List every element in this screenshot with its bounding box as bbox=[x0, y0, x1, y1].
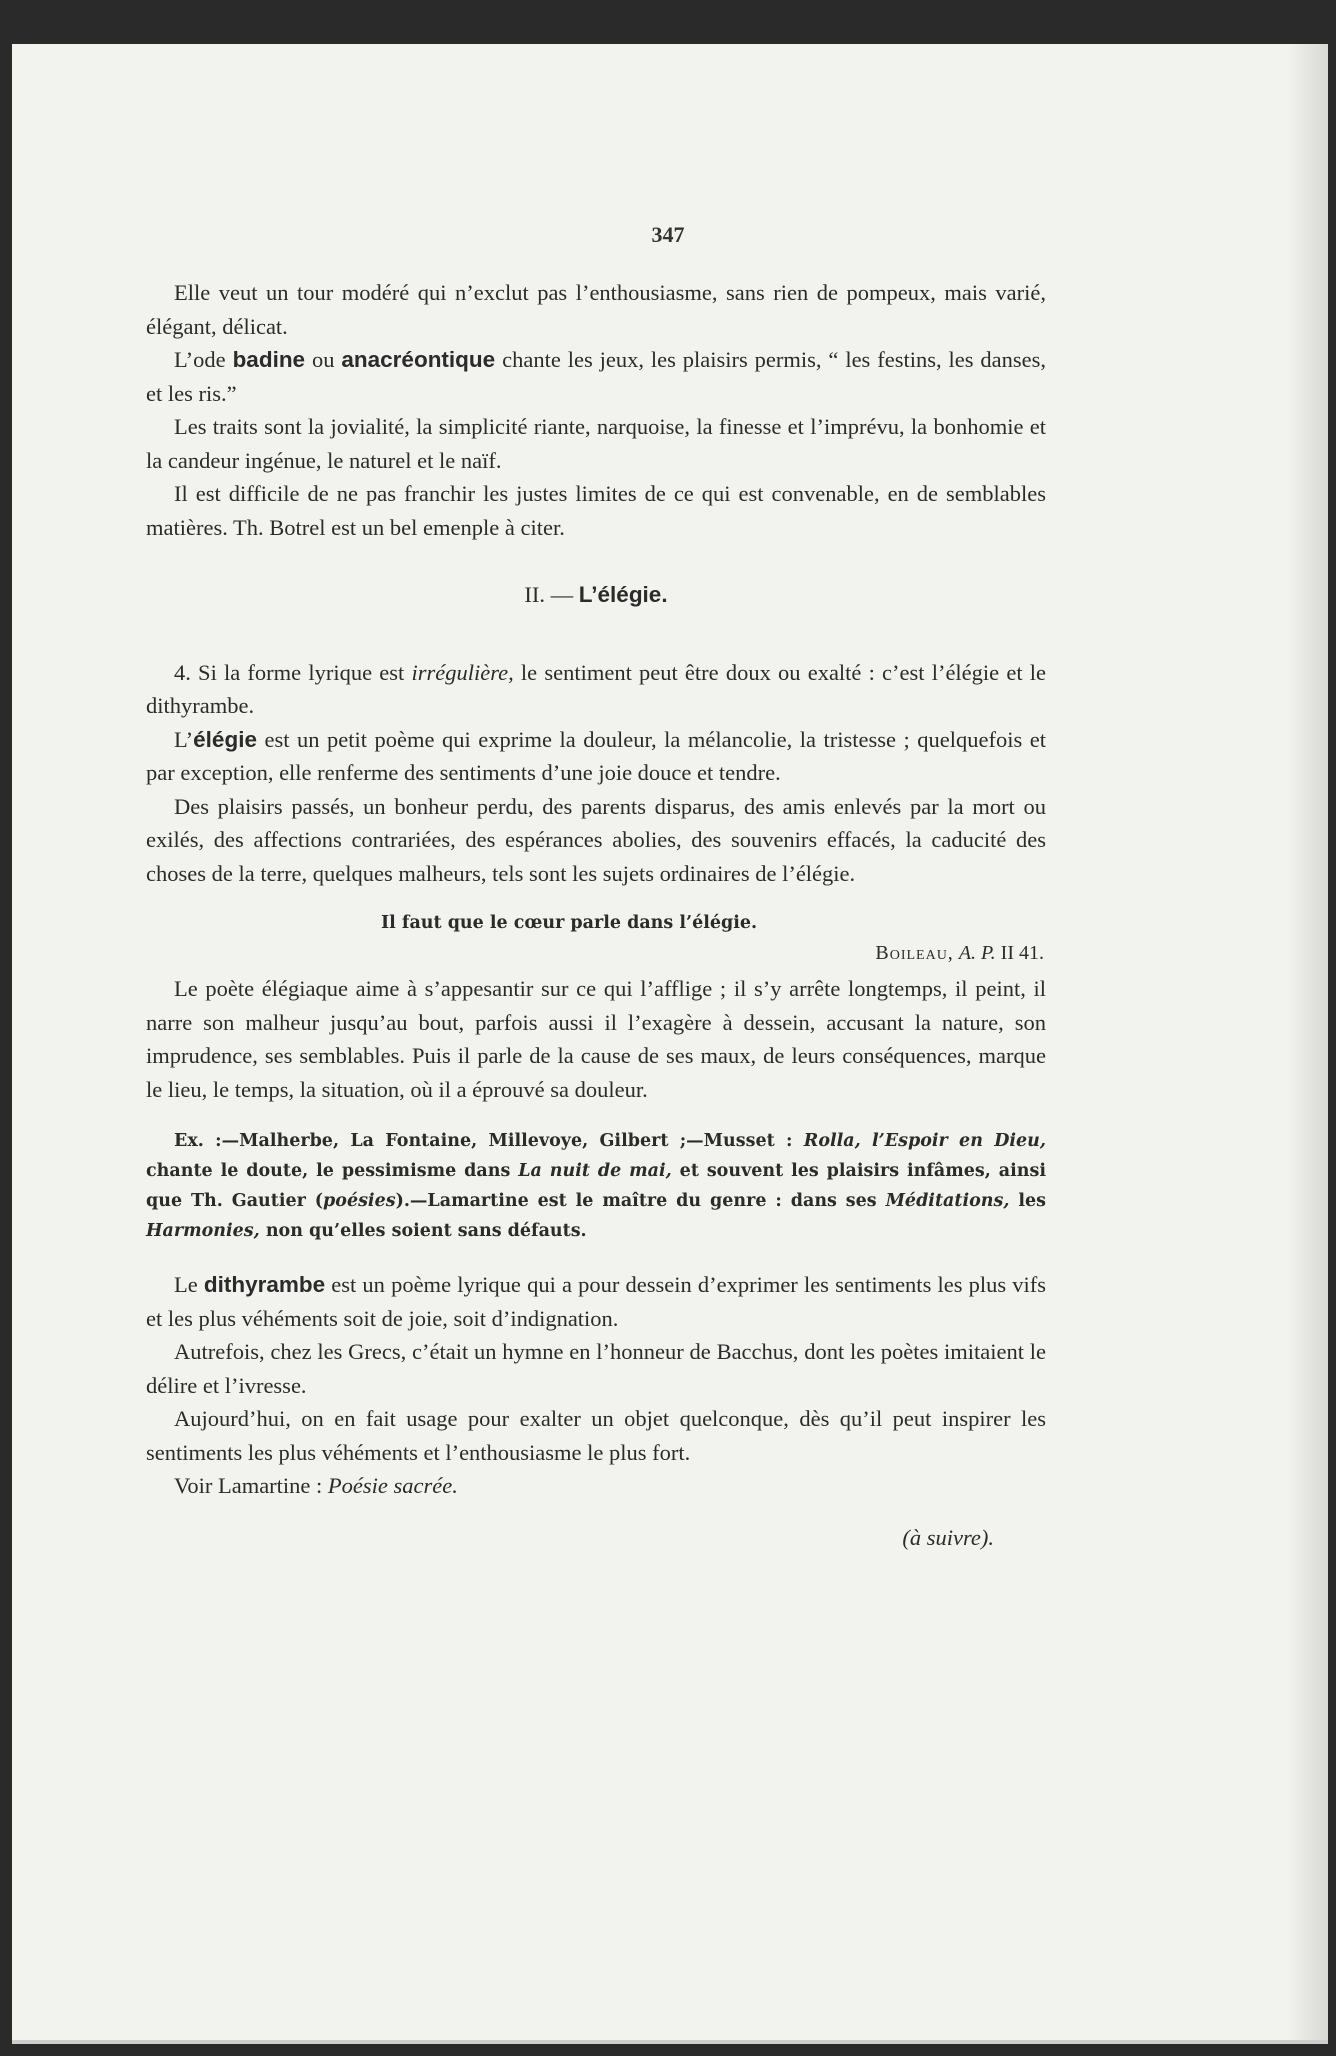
paragraph: Aujourd’hui, on en fait usage pour exalter un objet quelconque, dès qu’il peut inspirer les sentiments les plus véhéments et l’enthousiasme le plus fort. bbox=[146, 1406, 1046, 1465]
paragraph bbox=[146, 723, 1046, 790]
paragraph bbox=[146, 343, 1046, 410]
quote-reference: II 41. bbox=[1000, 942, 1044, 964]
italic-text: Méditations, bbox=[885, 1191, 1010, 1211]
paragraph bbox=[146, 656, 1046, 723]
quote-author: Boileau, bbox=[875, 942, 954, 964]
quotation-source bbox=[146, 938, 1046, 968]
text-run: ).—Lamartine est le maître du genre : dans ses bbox=[395, 1191, 886, 1211]
text-run: Le bbox=[174, 1272, 204, 1297]
text-run: non qu’elles soient sans défauts. bbox=[259, 1221, 587, 1241]
paragraph: Autrefois, chez les Grecs, c’était un hymne en l’honneur de Bacchus, dont les poètes imitaient le délire et l’ivresse. bbox=[146, 1339, 1046, 1398]
paragraph bbox=[146, 1469, 1046, 1503]
paragraph: Les traits sont la jovialité, la simplicité riante, narquoise, la finesse et l’imprévu, la bonhomie et la candeur ingénue, le naturel et le naïf. bbox=[146, 414, 1046, 473]
to-be-continued: (à suivre). bbox=[902, 1524, 994, 1550]
italic-text: La nuit de mai, bbox=[518, 1161, 672, 1181]
text-run: 4. Si la forme lyrique est bbox=[174, 659, 412, 685]
paragraph bbox=[146, 1268, 1046, 1335]
bold-term: dithyrambe bbox=[203, 1272, 326, 1297]
italic-text: Harmonies, bbox=[146, 1221, 260, 1241]
italic-text: poésies bbox=[323, 1191, 396, 1211]
text-run: chante le doute, le pessimisme dans bbox=[146, 1161, 519, 1181]
text-run: chante les jeux, les plaisirs permis, “ les festins, les danses, et les ris.” bbox=[146, 347, 1046, 406]
text-run: Ex. :—Malherbe, La Fontaine, Millevoye, Gilbert ;—Musset : bbox=[174, 1131, 804, 1151]
section-heading bbox=[146, 578, 1046, 612]
text-run: L’ode bbox=[174, 347, 233, 372]
bold-term: anacréontique bbox=[341, 347, 496, 372]
section-number: II. — bbox=[524, 582, 579, 607]
text-run: Voir Lamartine : bbox=[174, 1473, 328, 1498]
page-number: 347 bbox=[651, 222, 685, 247]
quote-work: A. P. bbox=[958, 942, 996, 964]
page-body bbox=[146, 276, 1046, 1554]
italic-text: Rolla, l’Espoir en Dieu, bbox=[803, 1131, 1046, 1151]
page-edge bbox=[1288, 44, 1328, 2044]
section-label: L’élégie. bbox=[578, 582, 668, 607]
bold-term: badine bbox=[232, 347, 306, 372]
paragraph: Il est difficile de ne pas franchir les justes limites de ce qui est convenable, en de semblables matières. Th. Botrel est un bel emenple à citer. bbox=[146, 481, 1046, 540]
italic-text: irrégulière, bbox=[411, 659, 514, 685]
text-run: et souvent les plaisirs infâmes, ainsi que Th. Gautier ( bbox=[146, 1161, 1046, 1211]
paragraph: Des plaisirs passés, un bonheur perdu, des parents disparus, des amis enlevés par la mort ou exilés, des affections contrariées, des espérances abolies, des souvenirs effacés, la caducité des choses de la terre, quelques malheurs, tels sont les sujets ordinaires de l’élégie. bbox=[146, 793, 1046, 886]
paragraph: Elle veut un tour modéré qui n’exclut pas l’enthousiasme, sans rien de pompeux, mais varié, élégant, délicat. bbox=[146, 280, 1046, 339]
quotation-line: Il faut que le cœur parle dans l’élégie. bbox=[381, 913, 758, 933]
text-run: est un poème lyrique qui a pour dessein d’exprimer les sentiments les plus vifs et les plus véhéments soit de joie, soit d’indignation. bbox=[146, 1272, 1046, 1331]
text-run: le sentiment peut être doux ou exalté : c’est l’élégie et le dithyrambe. bbox=[146, 659, 1047, 718]
quotation bbox=[146, 908, 1046, 968]
text-run: est un petit poème qui exprime la douleur, la mélancolie, la tristesse ; quelquefois et par exception, elle renferme des sentiments d’une joie douce et tendre. bbox=[146, 726, 1046, 785]
text-run: L’ bbox=[174, 726, 194, 752]
paragraph: Le poète élégiaque aime à s’appesantir sur ce qui l’afflige ; il s’y arrête longtemps, il peint, il narre son malheur jusqu’au bout, parfois aussi il l’exagère à dessein, accusant la nature, son imprudence, ses semblables. Puis il parle de la cause de ses maux, de leurs conséquences, marque le lieu, le temps, la situation, où il a éprouvé sa douleur. bbox=[146, 976, 1046, 1102]
page-bottom-edge bbox=[12, 2040, 1328, 2044]
text-run: les bbox=[1009, 1191, 1046, 1211]
bold-term: élégie bbox=[193, 726, 257, 752]
example-note bbox=[146, 1126, 1046, 1246]
italic-text: Poésie sacrée. bbox=[327, 1473, 458, 1498]
text-run: ou bbox=[305, 347, 342, 372]
